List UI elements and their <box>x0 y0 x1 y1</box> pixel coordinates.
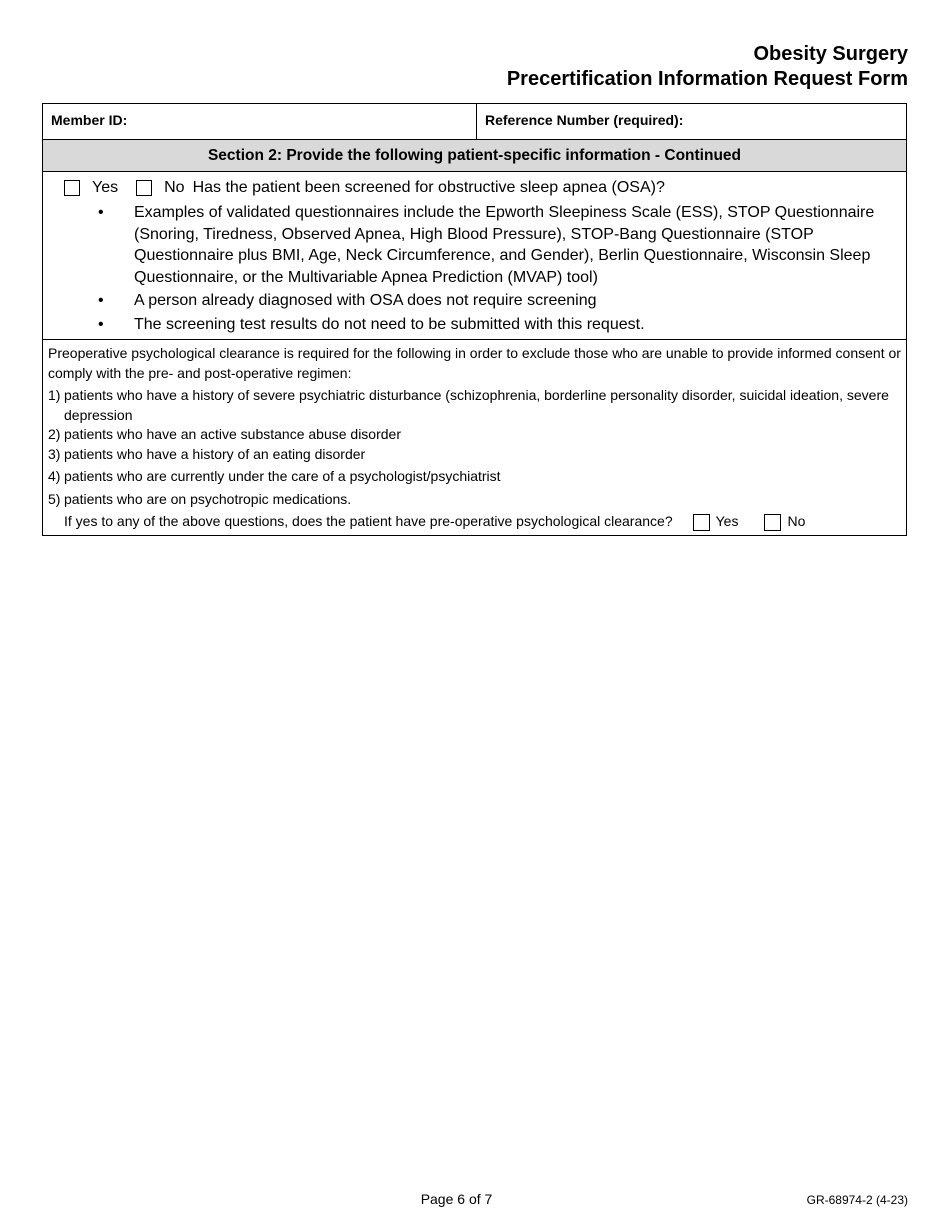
list-item <box>43 314 906 336</box>
member-id-field[interactable] <box>43 104 477 139</box>
osa-question-row <box>43 176 906 200</box>
item-text: patients who are on psychotropic medications. <box>64 490 352 507</box>
clearance-yes-label: Yes <box>715 513 739 530</box>
item-number: 5) <box>48 490 61 507</box>
osa-block <box>43 172 906 340</box>
clearance-question-row <box>48 512 901 532</box>
form-title-line2: Precertification Information Request Form <box>506 68 908 90</box>
section-header: Section 2: Provide the following patient-specific information - Continued <box>43 140 906 172</box>
bullet-icon: • <box>98 292 104 309</box>
page-number: Page 6 of 7 <box>420 1191 493 1207</box>
reference-number-label: Reference Number (required): <box>485 112 684 128</box>
list-item <box>48 425 901 445</box>
bullet-text: The screening test results do not need to be submitted with this request. <box>134 315 645 333</box>
bullet-icon: • <box>98 204 104 221</box>
osa-bullet-list <box>43 202 906 335</box>
psych-intro-text: Preoperative psychological clearance is required for the following in order to exclude those who are unable to provide informed consent or comply with the pre- and post-operative regimen: <box>48 345 901 381</box>
item-number: 4) <box>48 468 61 484</box>
form-title-line1: Obesity Surgery <box>753 43 908 65</box>
item-number: 2) <box>48 426 61 442</box>
list-item <box>48 490 901 510</box>
reference-number-field[interactable] <box>477 104 906 139</box>
osa-yes-label: Yes <box>92 179 119 196</box>
clearance-no-label: No <box>787 513 806 530</box>
bullet-text: A person already diagnosed with OSA does not require screening <box>134 292 597 309</box>
list-item <box>48 445 901 465</box>
item-text: patients who have a history of severe psychiatric disturbance (schizophrenia, borderline personality disorder, suicidal ideation, severe depression <box>64 387 889 423</box>
form-title <box>507 42 908 92</box>
item-text: patients who are currently under the care of a psychologist/psychiatrist <box>64 468 501 484</box>
osa-question-text: Has the patient been screened for obstructive sleep apnea (OSA)? <box>192 179 665 196</box>
clearance-no-checkbox[interactable] <box>764 514 781 531</box>
item-text: patients who have an active substance abuse disorder <box>64 426 401 442</box>
item-number: 1) <box>48 387 61 403</box>
psych-clearance-block <box>43 340 906 535</box>
form-code: GR-68974-2 (4-23) <box>806 1193 908 1207</box>
item-text: patients who have a history of an eating disorder <box>64 445 366 462</box>
member-id-label: Member ID: <box>51 112 128 128</box>
clearance-yes-checkbox[interactable] <box>693 514 710 531</box>
osa-no-label: No <box>164 179 185 196</box>
ids-row <box>43 104 906 140</box>
item-number: 3) <box>48 445 61 462</box>
osa-no-checkbox[interactable] <box>136 180 152 196</box>
bullet-text: Examples of validated questionnaires include the Epworth Sleepiness Scale (ESS), STOP Questionnaire (Snoring, Tiredness, Observed Apnea, High Blood Pressure), STOP-Bang Questionnaire (STOP Questionnaire plus BMI, Age, Neck Circumference, and Gender), Berlin Questionnaire, Wisconsin Sleep Questionnaire, or the Multivariable Apnea Prediction (MVAP) tool) <box>134 204 875 286</box>
form-table <box>42 103 907 536</box>
clearance-question-text: If yes to any of the above questions, does the patient have pre-operative psychological clearance? <box>64 513 673 530</box>
osa-yes-checkbox[interactable] <box>64 180 80 196</box>
list-item <box>43 290 906 312</box>
list-item <box>48 467 901 487</box>
bullet-icon: • <box>98 315 104 333</box>
list-item <box>43 202 906 288</box>
list-item <box>48 386 901 425</box>
